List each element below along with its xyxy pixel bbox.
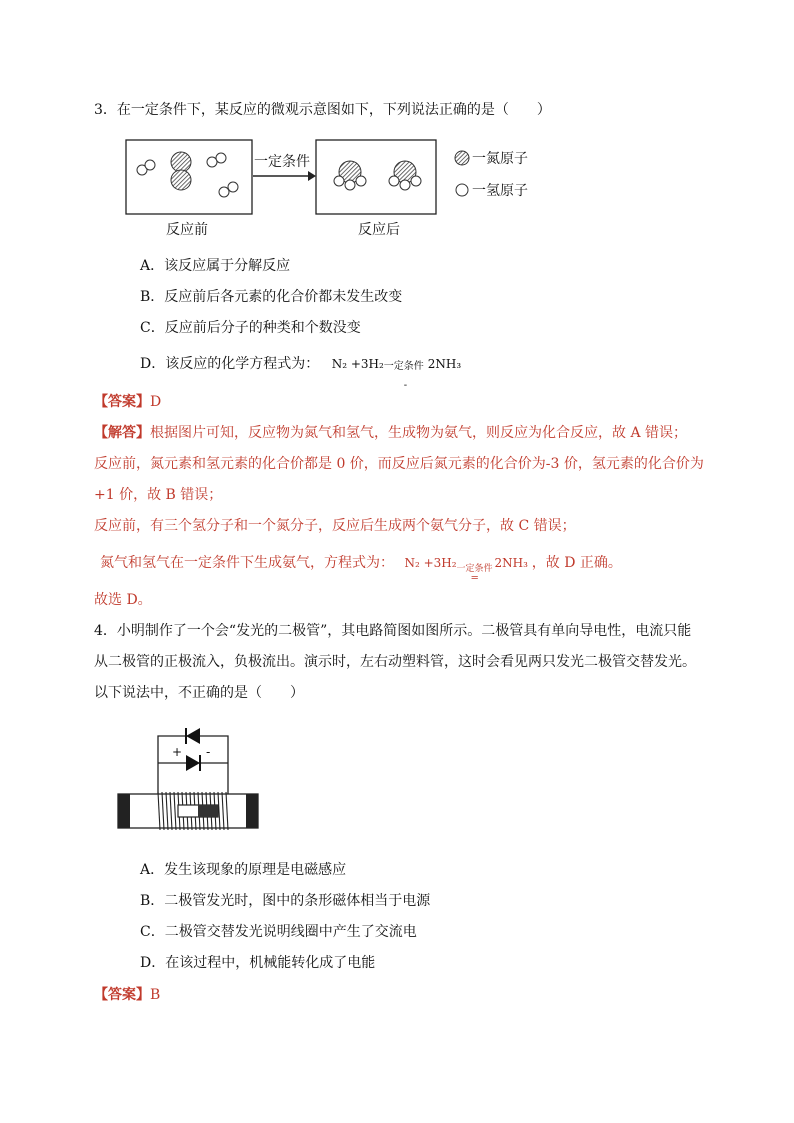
answer-value: D [150,394,162,410]
q3-analysis-line-5: 氮气和氢气在一定条件下生成氨气，方程式为： N₂ +3H₂ 一定条件 = 2NH₃ ，故 D 正确。 [100,555,622,584]
answer-value: B [150,987,161,1003]
n-atom [171,152,191,172]
q3-conclusion: 故选 D。 [94,592,152,608]
q3-option-a: A．该反应属于分解反应 [140,258,291,274]
q4-stem-line-3: 以下说法中，不正确的是（ ） [94,685,304,701]
formula-condition: 一定条件 [383,361,424,372]
q3-analysis-line-2: 反应前，氮元素和氢元素的化合价都是 0 价，而反应后氮元素的化合价为-3 价，氢元素的化合价为 [94,456,704,472]
q3-analysis-line-3: +1 价，故 B 错误； [94,487,223,503]
q3-option-d-formula: N₂ +3H₂ 一定条件 - 2NH₃ [331,357,462,391]
q4-stem-line-1: 4．小明制作了一个会“发光的二极管”，其电路简图如图所示。二极管具有单向导电性，电流只能 [94,623,692,639]
q3-stem: 3．在一定条件下，某反应的微观示意图如下，下列说法正确的是（ ） [94,102,551,118]
legend-n-label: 一氮原子 [472,151,528,167]
diode-icon [186,728,200,744]
q3-option-c: C．反应前后分子的种类和个数没变 [140,320,361,336]
q4-circuit-diagram [110,722,270,834]
diode-icon [186,755,200,771]
q4-option-a: A．发生该现象的原理是电磁感应 [140,862,347,878]
after-label: 反应后 [358,222,400,238]
q3-answer [94,392,161,412]
q3-reaction-diagram [120,128,560,240]
plus-sign: + [172,745,183,759]
q3-analysis-line-4: 反应前，有三个氢分子和一个氮分子，反应后生成两个氨气分子，故 C 错误； [94,518,576,534]
q4-answer [94,985,160,1005]
answer-tag: 【答案】 [94,987,150,1003]
q3-analysis-formula: N₂ +3H₂ 一定条件 = 2NH₃ [404,556,528,584]
minus-sign: - [206,745,211,759]
q4-option-c: C．二极管交替发光说明线圈中产生了交流电 [140,924,417,940]
q3-option-b: B．反应前后各元素的化合价都未发生改变 [140,289,403,305]
arrow-label: 一定条件 [254,154,310,170]
q4-stem-line-2: 从二极管的正极流入，负极流出。演示时，左右动塑料管，这时会看见两只发光二极管交替发光。 [94,654,696,670]
answer-tag: 【答案】 [94,394,150,410]
q3-option-d-text: D．该反应的化学方程式为： [140,356,320,372]
n-atom [171,170,191,190]
q3-analysis-line-1: 【解答】根据图片可知，反应物为氮气和氢气，生成物为氨气，则反应为化合反应，故 A 错误； [94,425,688,441]
q4-option-b: B．二极管发光时，图中的条形磁体相当于电源 [140,893,431,909]
analysis-tag: 【解答】 [94,425,150,441]
q4-option-d: D．在该过程中，机械能转化成了电能 [140,955,376,971]
q3-option-d [140,354,462,391]
before-label: 反应前 [166,222,208,238]
legend-n-symbol [455,151,469,165]
legend-h-symbol [456,184,468,196]
legend-h-label: 一氢原子 [472,183,528,199]
